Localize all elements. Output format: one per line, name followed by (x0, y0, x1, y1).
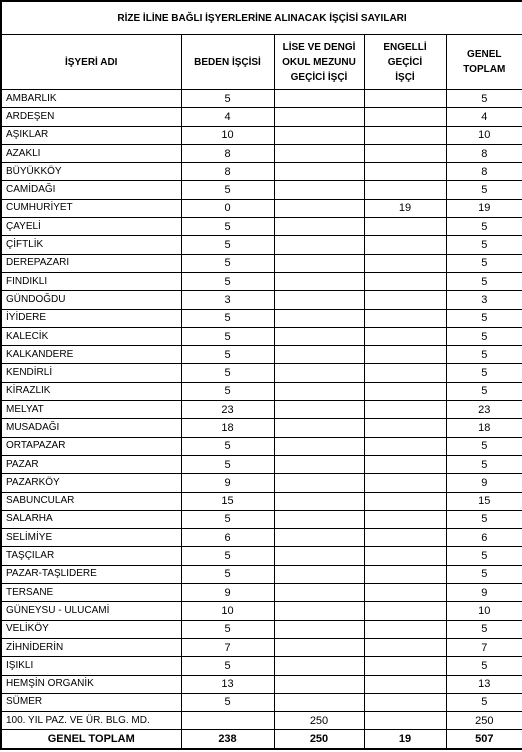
cell-isyeri: CUMHURİYET (1, 199, 181, 217)
cell-beden: 5 (181, 620, 274, 638)
cell-lise (274, 364, 364, 382)
cell-isyeri: KALECİK (1, 327, 181, 345)
cell-toplam: 5 (446, 547, 522, 565)
cell-isyeri: TERSANE (1, 584, 181, 602)
cell-toplam: 5 (446, 346, 522, 364)
cell-beden: 10 (181, 602, 274, 620)
cell-beden: 10 (181, 126, 274, 144)
cell-toplam: 10 (446, 602, 522, 620)
table-row (1, 327, 522, 345)
cell-toplam: 5 (446, 455, 522, 473)
cell-isyeri: SELİMİYE (1, 529, 181, 547)
cell-lise (274, 620, 364, 638)
table-row (1, 620, 522, 638)
cell-beden: 18 (181, 419, 274, 437)
cell-engelli (364, 657, 446, 675)
table-row (1, 529, 522, 547)
cell-isyeri: AMBARLIK (1, 90, 181, 108)
cell-lise (274, 510, 364, 528)
cell-beden: 5 (181, 218, 274, 236)
table-row (1, 199, 522, 217)
cell-engelli (364, 638, 446, 656)
cell-engelli (364, 474, 446, 492)
table-row (1, 108, 522, 126)
cell-engelli (364, 327, 446, 345)
header-isyeri: İŞYERİ ADI (1, 35, 181, 90)
cell-lise (274, 272, 364, 290)
table-row (1, 675, 522, 693)
cell-isyeri: FINDIKLI (1, 272, 181, 290)
cell-engelli (364, 547, 446, 565)
table-row (1, 272, 522, 290)
cell-beden: 8 (181, 163, 274, 181)
cell-engelli (364, 346, 446, 364)
table-title: RİZE İLİNE BAĞLI İŞYERLERİNE ALINACAK İŞÇİSİ SAYILARI (1, 1, 522, 35)
cell-toplam: 5 (446, 565, 522, 583)
cell-beden: 5 (181, 181, 274, 199)
total-genel: 507 (446, 730, 522, 750)
cell-beden: 0 (181, 199, 274, 217)
cell-engelli (364, 529, 446, 547)
cell-engelli (364, 455, 446, 473)
cell-isyeri: TAŞÇILAR (1, 547, 181, 565)
table-row (1, 254, 522, 272)
cell-toplam: 7 (446, 638, 522, 656)
table-row (1, 437, 522, 455)
cell-lise (274, 565, 364, 583)
cell-beden: 8 (181, 144, 274, 162)
cell-isyeri: ZİHNİDERİN (1, 638, 181, 656)
table-row (1, 565, 522, 583)
cell-engelli (364, 218, 446, 236)
cell-engelli (364, 144, 446, 162)
cell-isyeri: ORTAPAZAR (1, 437, 181, 455)
cell-toplam: 5 (446, 309, 522, 327)
cell-lise (274, 455, 364, 473)
table-row (1, 126, 522, 144)
cell-isyeri: ÇİFTLİK (1, 236, 181, 254)
cell-isyeri: PAZAR (1, 455, 181, 473)
cell-toplam: 5 (446, 272, 522, 290)
table-row (1, 309, 522, 327)
cell-beden: 5 (181, 309, 274, 327)
cell-beden: 13 (181, 675, 274, 693)
cell-lise: 250 (274, 712, 364, 730)
cell-engelli (364, 712, 446, 730)
cell-isyeri: ÇAYELİ (1, 218, 181, 236)
cell-toplam: 4 (446, 108, 522, 126)
cell-lise (274, 327, 364, 345)
cell-engelli (364, 163, 446, 181)
cell-beden: 5 (181, 455, 274, 473)
cell-isyeri: SÜMER (1, 693, 181, 711)
table-row (1, 638, 522, 656)
table-row (1, 455, 522, 473)
cell-isyeri: AZAKLI (1, 144, 181, 162)
cell-isyeri: GÜNDOĞDU (1, 291, 181, 309)
cell-toplam: 5 (446, 510, 522, 528)
table-row (1, 401, 522, 419)
cell-lise (274, 181, 364, 199)
cell-lise (274, 218, 364, 236)
cell-beden: 5 (181, 382, 274, 400)
cell-toplam: 5 (446, 437, 522, 455)
cell-lise (274, 382, 364, 400)
cell-isyeri: BÜYÜKKÖY (1, 163, 181, 181)
table-row (1, 474, 522, 492)
cell-engelli (364, 181, 446, 199)
table-row (1, 218, 522, 236)
cell-isyeri: DEREPAZARI (1, 254, 181, 272)
cell-beden: 5 (181, 437, 274, 455)
table-row (1, 346, 522, 364)
cell-isyeri: MUSADAĞI (1, 419, 181, 437)
table-row (1, 602, 522, 620)
table-row (1, 510, 522, 528)
cell-beden: 4 (181, 108, 274, 126)
cell-engelli (364, 108, 446, 126)
total-lise: 250 (274, 730, 364, 750)
cell-engelli (364, 565, 446, 583)
cell-lise (274, 291, 364, 309)
table-row (1, 163, 522, 181)
cell-engelli (364, 492, 446, 510)
cell-toplam: 5 (446, 254, 522, 272)
cell-lise (274, 144, 364, 162)
cell-toplam: 5 (446, 620, 522, 638)
cell-beden: 9 (181, 584, 274, 602)
cell-lise (274, 309, 364, 327)
cell-lise (274, 602, 364, 620)
cell-beden: 5 (181, 254, 274, 272)
cell-isyeri: ARDEŞEN (1, 108, 181, 126)
header-lise: LİSE VE DENGİ OKUL MEZUNU GEÇİCİ İŞÇİ (274, 35, 364, 90)
cell-lise (274, 492, 364, 510)
cell-beden: 5 (181, 510, 274, 528)
cell-engelli (364, 693, 446, 711)
cell-beden: 5 (181, 236, 274, 254)
cell-engelli (364, 309, 446, 327)
cell-lise (274, 638, 364, 656)
cell-engelli (364, 272, 446, 290)
table-row (1, 181, 522, 199)
cell-engelli (364, 126, 446, 144)
cell-lise (274, 346, 364, 364)
header-engelli: ENGELLİ GEÇİCİ İŞÇİ (364, 35, 446, 90)
cell-engelli (364, 602, 446, 620)
cell-toplam: 5 (446, 657, 522, 675)
cell-beden: 3 (181, 291, 274, 309)
cell-toplam: 5 (446, 364, 522, 382)
cell-beden: 5 (181, 272, 274, 290)
cell-isyeri: VELİKÖY (1, 620, 181, 638)
cell-isyeri: PAZARKÖY (1, 474, 181, 492)
table-row (1, 236, 522, 254)
cell-isyeri: GÜNEYSU - ULUCAMİ (1, 602, 181, 620)
cell-toplam: 18 (446, 419, 522, 437)
table-row (1, 419, 522, 437)
cell-toplam: 8 (446, 144, 522, 162)
cell-beden (181, 712, 274, 730)
table-row (1, 584, 522, 602)
cell-toplam: 250 (446, 712, 522, 730)
cell-engelli (364, 382, 446, 400)
cell-isyeri: HEMŞİN ORGANİK (1, 675, 181, 693)
cell-beden: 5 (181, 327, 274, 345)
cell-isyeri: KİRAZLIK (1, 382, 181, 400)
total-beden: 238 (181, 730, 274, 750)
table-row (1, 90, 522, 108)
cell-toplam: 9 (446, 474, 522, 492)
cell-lise (274, 236, 364, 254)
cell-isyeri: SALARHA (1, 510, 181, 528)
cell-toplam: 8 (446, 163, 522, 181)
cell-toplam: 6 (446, 529, 522, 547)
table-row (1, 657, 522, 675)
cell-lise (274, 529, 364, 547)
cell-isyeri: PAZAR-TAŞLIDERE (1, 565, 181, 583)
cell-isyeri: CAMİDAĞI (1, 181, 181, 199)
cell-lise (274, 108, 364, 126)
cell-lise (274, 163, 364, 181)
cell-beden: 23 (181, 401, 274, 419)
cell-engelli (364, 236, 446, 254)
cell-toplam: 5 (446, 382, 522, 400)
cell-engelli (364, 291, 446, 309)
cell-isyeri: AŞIKLAR (1, 126, 181, 144)
cell-lise (274, 547, 364, 565)
cell-toplam: 5 (446, 236, 522, 254)
cell-toplam: 5 (446, 181, 522, 199)
cell-isyeri: İYİDERE (1, 309, 181, 327)
header-genel: GENEL TOPLAM (446, 35, 522, 90)
cell-beden: 5 (181, 693, 274, 711)
cell-toplam: 23 (446, 401, 522, 419)
cell-isyeri: 100. YIL PAZ. VE ÜR. BLG. MD. (1, 712, 181, 730)
cell-lise (274, 419, 364, 437)
cell-beden: 5 (181, 364, 274, 382)
cell-beden: 5 (181, 565, 274, 583)
cell-beden: 9 (181, 474, 274, 492)
cell-lise (274, 675, 364, 693)
cell-lise (274, 657, 364, 675)
cell-toplam: 5 (446, 90, 522, 108)
cell-beden: 5 (181, 657, 274, 675)
cell-isyeri: KALKANDERE (1, 346, 181, 364)
table-row (1, 492, 522, 510)
table-row (1, 144, 522, 162)
cell-beden: 6 (181, 529, 274, 547)
cell-beden: 15 (181, 492, 274, 510)
cell-engelli (364, 620, 446, 638)
total-row (1, 730, 522, 750)
cell-toplam: 5 (446, 327, 522, 345)
cell-engelli: 19 (364, 199, 446, 217)
table-row (1, 547, 522, 565)
title-row (1, 1, 522, 35)
cell-lise (274, 126, 364, 144)
cell-engelli (364, 401, 446, 419)
cell-engelli (364, 419, 446, 437)
table-row (1, 364, 522, 382)
cell-toplam: 13 (446, 675, 522, 693)
table-row (1, 382, 522, 400)
cell-toplam: 3 (446, 291, 522, 309)
cell-lise (274, 90, 364, 108)
cell-toplam: 19 (446, 199, 522, 217)
cell-beden: 5 (181, 547, 274, 565)
cell-toplam: 10 (446, 126, 522, 144)
cell-toplam: 5 (446, 218, 522, 236)
table-row (1, 693, 522, 711)
cell-engelli (364, 675, 446, 693)
cell-beden: 5 (181, 90, 274, 108)
cell-engelli (364, 437, 446, 455)
cell-lise (274, 437, 364, 455)
cell-beden: 7 (181, 638, 274, 656)
table-row (1, 712, 522, 730)
cell-toplam: 15 (446, 492, 522, 510)
total-engelli: 19 (364, 730, 446, 750)
cell-engelli (364, 254, 446, 272)
cell-toplam: 5 (446, 693, 522, 711)
header-beden: BEDEN İŞÇİSİ (181, 35, 274, 90)
cell-lise (274, 584, 364, 602)
cell-toplam: 9 (446, 584, 522, 602)
total-label: GENEL TOPLAM (1, 730, 181, 750)
cell-engelli (364, 584, 446, 602)
cell-isyeri: MELYAT (1, 401, 181, 419)
cell-lise (274, 401, 364, 419)
cell-isyeri: KENDİRLİ (1, 364, 181, 382)
cell-engelli (364, 510, 446, 528)
cell-lise (274, 474, 364, 492)
cell-isyeri: SABUNCULAR (1, 492, 181, 510)
cell-lise (274, 199, 364, 217)
cell-isyeri: IŞIKLI (1, 657, 181, 675)
header-row (1, 35, 522, 90)
cell-engelli (364, 90, 446, 108)
cell-engelli (364, 364, 446, 382)
cell-beden: 5 (181, 346, 274, 364)
table-row (1, 291, 522, 309)
cell-lise (274, 693, 364, 711)
cell-lise (274, 254, 364, 272)
